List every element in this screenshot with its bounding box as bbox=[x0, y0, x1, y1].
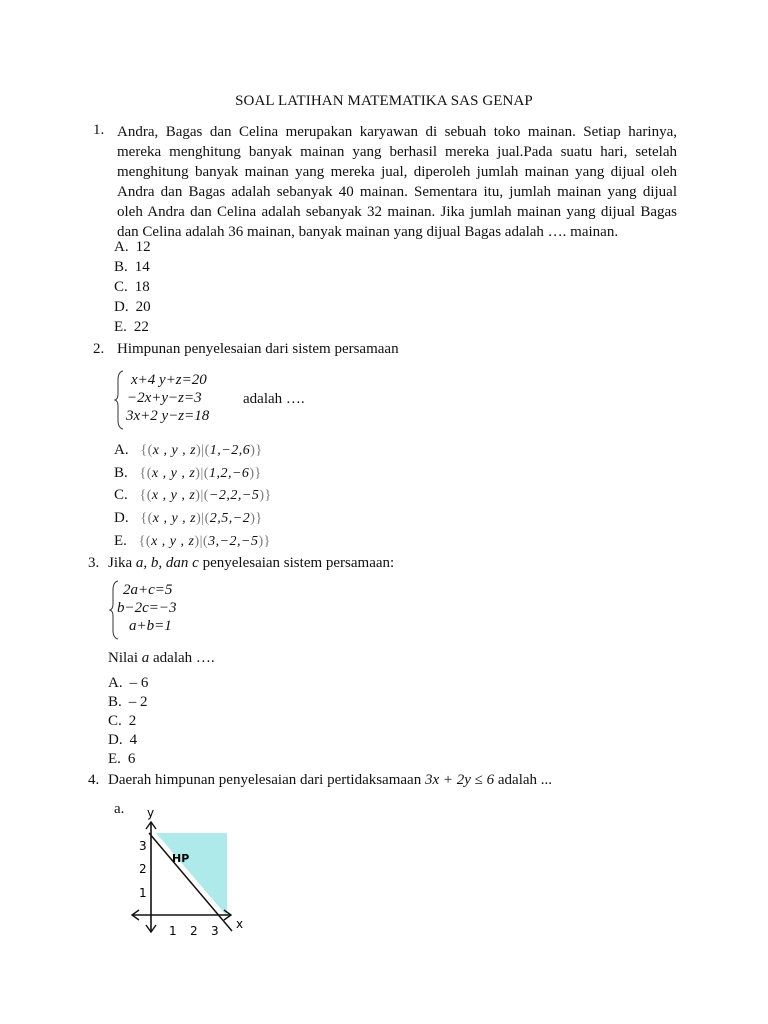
q2-brace bbox=[114, 370, 126, 430]
q3-text: Jika a, b, dan c penyelesaian sistem persamaan: bbox=[108, 555, 395, 571]
q2-equation-3: 3x+2 y−z=18 bbox=[126, 408, 210, 424]
q2-equation-2: −2x+y−z=3 bbox=[127, 390, 202, 406]
q3-option-c[interactable]: C. 2 bbox=[108, 713, 137, 729]
hp-label: HP bbox=[172, 852, 190, 865]
x-tick-2: 2 bbox=[190, 924, 198, 938]
q1-option-b[interactable]: B. 14 bbox=[114, 259, 150, 275]
q3-option-d[interactable]: D. 4 bbox=[108, 732, 138, 748]
q2-option-e[interactable]: E. {(x , y , z)|(3,−2,−5)} bbox=[114, 533, 271, 549]
x-tick-3: 3 bbox=[211, 924, 219, 938]
q2-suffix: adalah …. bbox=[243, 391, 305, 407]
q3-equation-3: a+b=1 bbox=[129, 618, 172, 634]
q1-number: 1. bbox=[93, 122, 105, 138]
hp-region bbox=[156, 833, 227, 915]
q1-option-e[interactable]: E. 22 bbox=[114, 319, 149, 335]
page-title: SOAL LATIHAN MATEMATIKA SAS GENAP bbox=[235, 93, 533, 109]
q3-nilai: Nilai a adalah …. bbox=[108, 650, 215, 666]
x-tick-1: 1 bbox=[169, 924, 177, 938]
y-tick-2: 2 bbox=[139, 862, 147, 876]
q2-option-b[interactable]: B. {(x , y , z)|(1,2,−6)} bbox=[114, 465, 262, 481]
q1-text: Andra, Bagas dan Celina merupakan karyawan di sebuah toko mainan. Setiap harinya, mereka menghitung banyak mainan yang berhasil mereka jual.Pada suatu hari, setelah menghitung banyak mainan yang mereka jual, diperoleh jumlah mainan yang dijual oleh Andra dan Bagas adalah sebanyak 40 mainan. Sementara itu, jumlah mainan yang dijual oleh Andra dan Celina adalah sebanyak 32 mainan. Jika jumlah mainan yang dijual Bagas dan Celina adalah 36 mainan, banyak mainan yang dijual Bagas adalah …. mainan. bbox=[117, 124, 677, 240]
q2-equation-1: x+4 y+z=20 bbox=[131, 372, 207, 388]
q2-option-c[interactable]: C. {(x , y , z)|(−2,2,−5)} bbox=[114, 487, 272, 503]
q3-option-a[interactable]: A. – 6 bbox=[108, 675, 149, 691]
q4-graph-a bbox=[128, 800, 258, 942]
q2-option-d[interactable]: D. {(x , y , z)|(2,5,−2)} bbox=[114, 510, 263, 526]
y-axis-label: y bbox=[147, 806, 155, 820]
q1-option-c[interactable]: C. 18 bbox=[114, 279, 150, 295]
y-tick-3: 3 bbox=[139, 839, 147, 853]
q3-option-b[interactable]: B. – 2 bbox=[108, 694, 148, 710]
q2-text: Himpunan penyelesaian dari sistem persamaan bbox=[117, 341, 399, 357]
q4-number: 4. bbox=[88, 772, 100, 788]
y-tick-1: 1 bbox=[139, 886, 147, 900]
q2-number: 2. bbox=[93, 341, 105, 357]
x-axis-label: x bbox=[236, 917, 244, 931]
q1-option-d[interactable]: D. 20 bbox=[114, 299, 151, 315]
q2-option-a[interactable]: A. {(x , y , z)|(1,−2,6)} bbox=[114, 442, 263, 458]
q3-equation-2: b−2c=−3 bbox=[117, 600, 177, 616]
q4-graph-a-label[interactable]: a. bbox=[114, 801, 125, 817]
q4-text: Daerah himpunan penyelesaian dari pertidaksamaan 3x + 2y ≤ 6 adalah ... bbox=[108, 772, 553, 788]
q3-number: 3. bbox=[88, 555, 100, 571]
q3-equation-1: 2a+c=5 bbox=[123, 582, 173, 598]
q3-option-e[interactable]: E. 6 bbox=[108, 751, 136, 767]
q1-option-a[interactable]: A. 12 bbox=[114, 239, 151, 255]
